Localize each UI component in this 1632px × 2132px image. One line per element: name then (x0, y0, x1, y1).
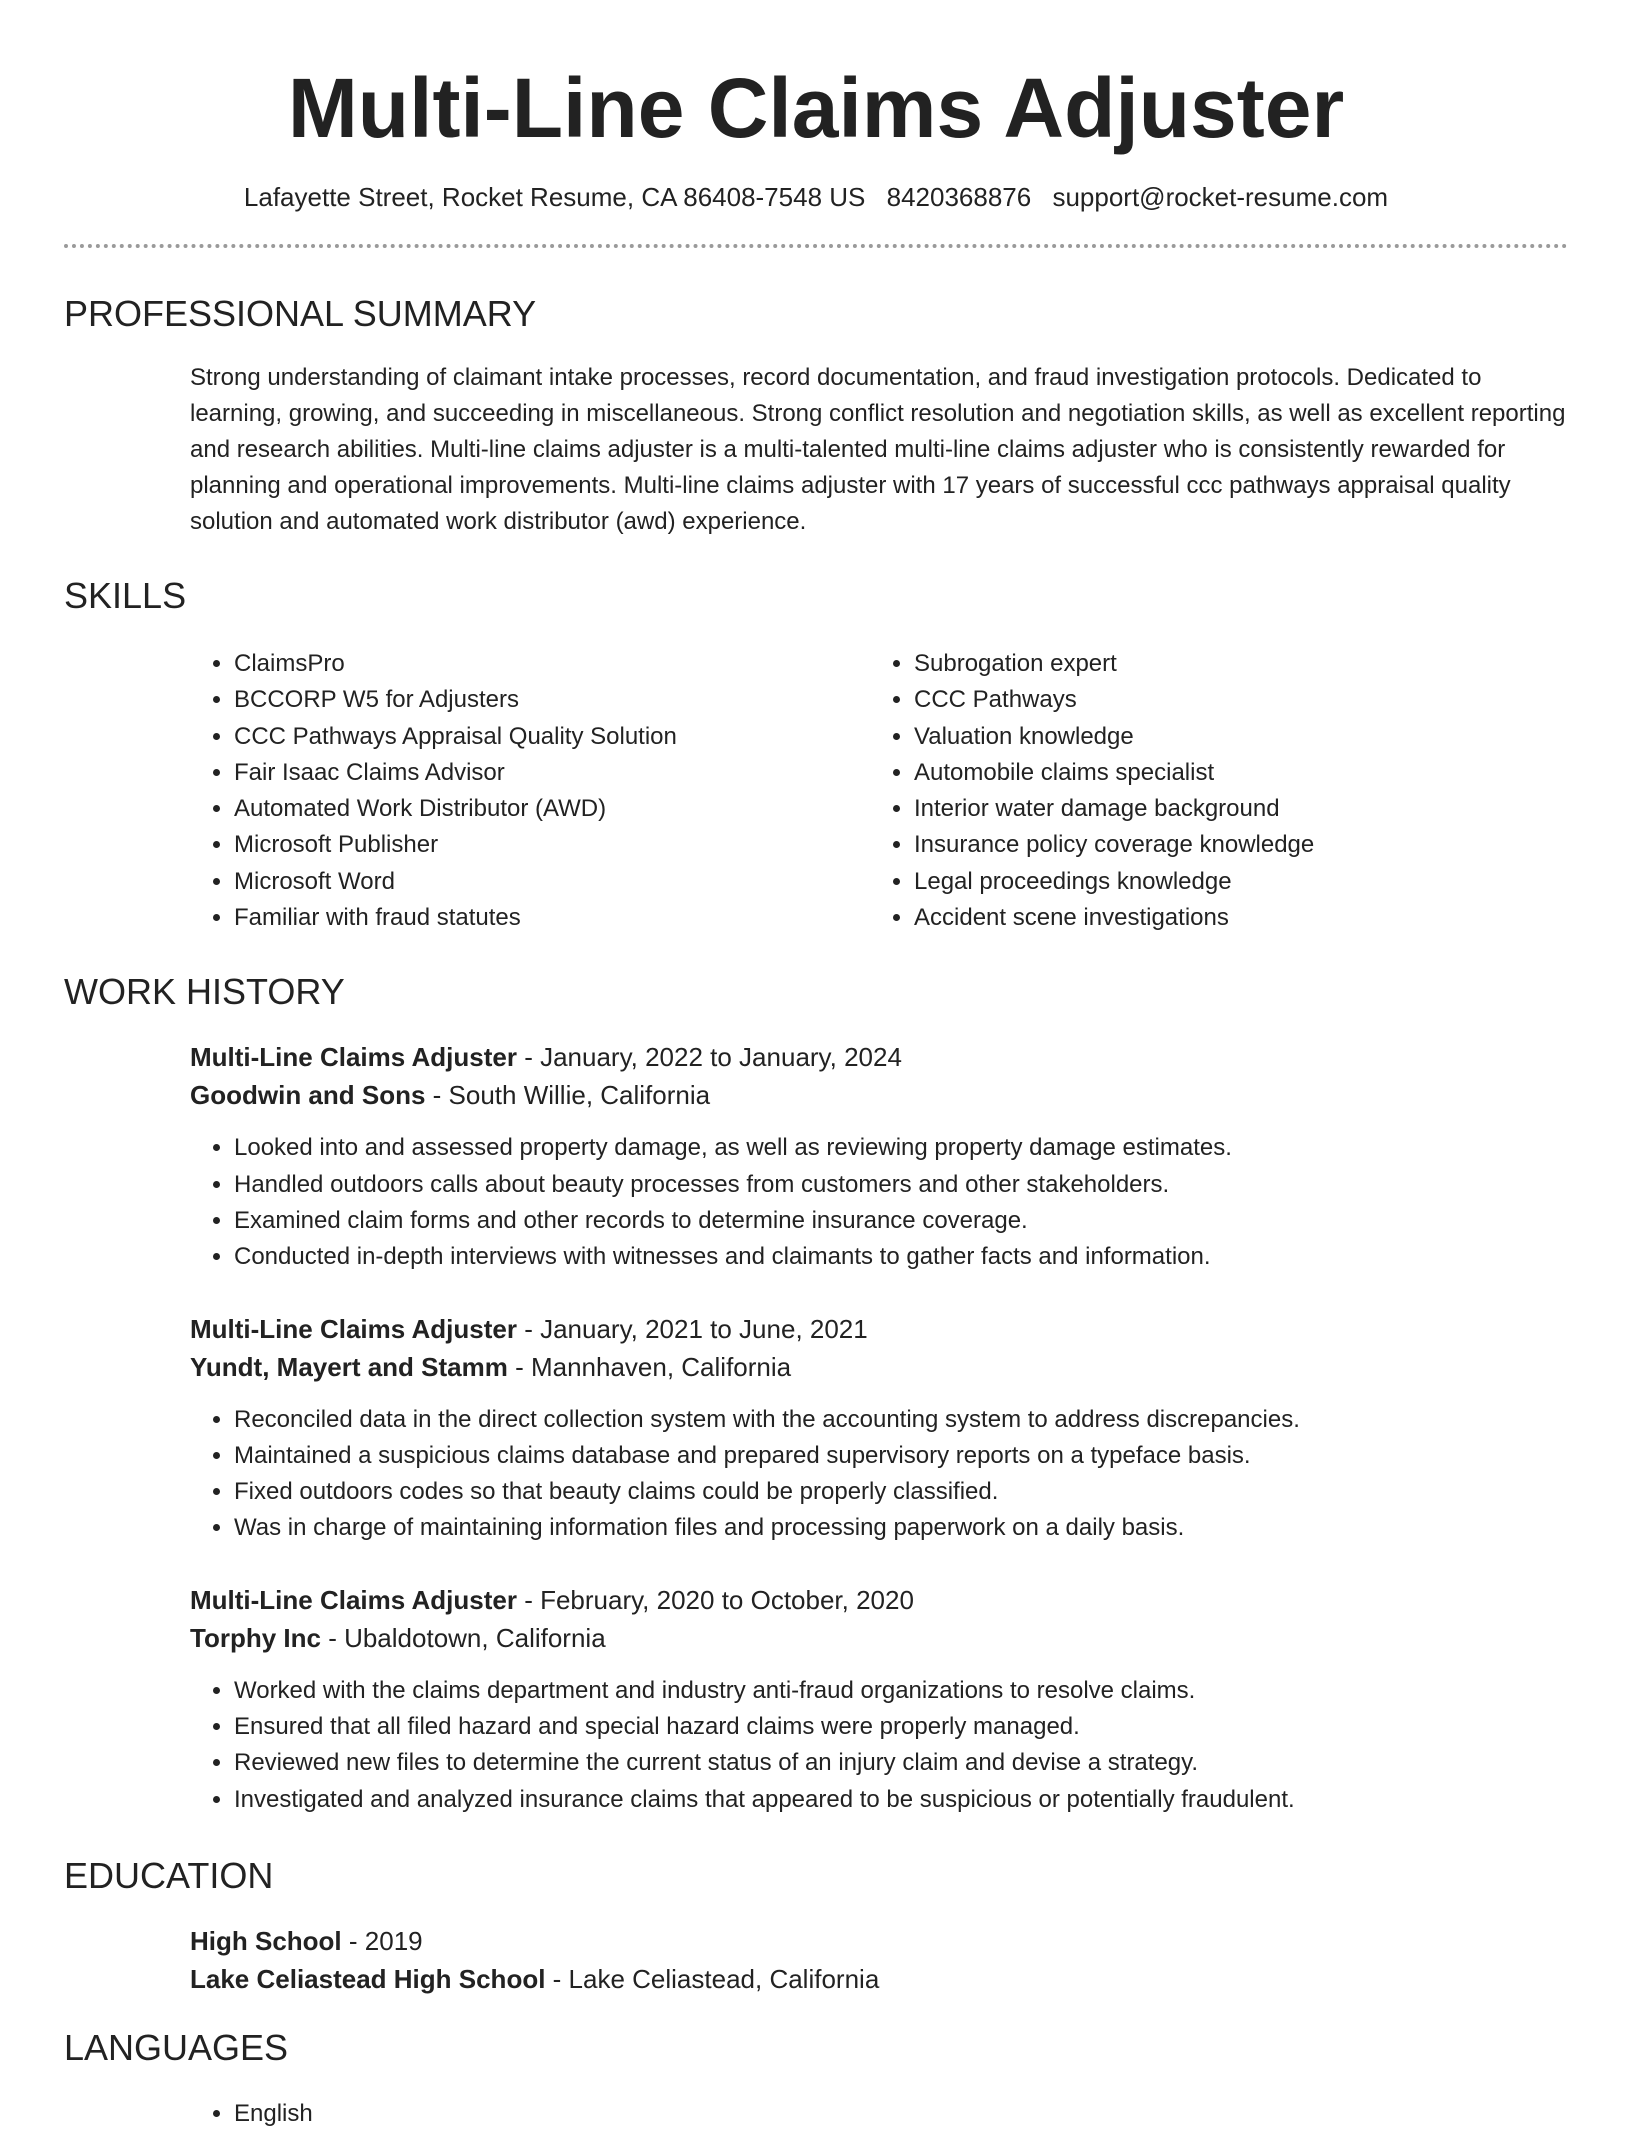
job-role: Multi-Line Claims Adjuster (190, 1584, 517, 1615)
skill-item: • Interior water damage background (914, 791, 1550, 827)
education-school-line (190, 1960, 1568, 1998)
job-company-line (190, 1076, 1570, 1114)
job-entry (190, 1310, 1570, 1547)
skill-item: • Microsoft Word (234, 864, 870, 900)
contact-address: Lafayette Street, Rocket Resume, CA 86408-7548 US (243, 182, 866, 212)
skills-list-right (870, 646, 1550, 936)
contact-phone: 8420368876 (886, 182, 1032, 212)
languages-heading: LANGUAGES (64, 2026, 289, 2068)
skills-heading: SKILLS (64, 575, 187, 616)
job-role: Multi-Line Claims Adjuster (190, 1042, 517, 1073)
job-company: Torphy Inc (190, 1622, 321, 1653)
skill-item: • Automobile claims specialist (914, 755, 1550, 791)
skill-item: • Insurance policy coverage knowledge (914, 827, 1550, 863)
job-bullet: • Maintained a suspicious claims database and prepared supervisory reports on a typeface basis. (234, 1438, 1570, 1474)
education-heading: EDUCATION (64, 1854, 274, 1896)
skill-item: • Legal proceedings knowledge (914, 864, 1550, 900)
job-title-line (190, 1310, 1570, 1348)
job-bullet: • Reconciled data in the direct collection system with the accounting system to address discrepancies. (234, 1402, 1570, 1438)
job-dates: - January, 2021 to June, 2021 (516, 1313, 868, 1344)
job-bullets (190, 1673, 1570, 1818)
job-company: Goodwin and Sons (190, 1080, 426, 1111)
skill-item: • ClaimsPro (234, 646, 870, 682)
job-bullet: • Ensured that all filed hazard and special hazard claims were properly managed. (234, 1709, 1570, 1745)
contact-email: support@rocket-resume.com (1052, 182, 1389, 212)
skill-item: • Microsoft Publisher (234, 827, 870, 863)
header-divider (64, 244, 1568, 248)
education-location: - Lake Celiastead, California (545, 1963, 880, 1994)
skill-item: • CCC Pathways Appraisal Quality Solution (234, 719, 870, 755)
job-dates: - January, 2022 to January, 2024 (516, 1042, 902, 1073)
skill-item: • CCC Pathways (914, 682, 1550, 718)
job-role: Multi-Line Claims Adjuster (190, 1313, 517, 1344)
job-bullet: • Worked with the claims department and industry anti-fraud organizations to resolve claims. (234, 1673, 1570, 1709)
contact-line (64, 180, 1568, 214)
job-bullets (190, 1130, 1570, 1275)
job-bullet: • Conducted in-depth interviews with witnesses and claimants to gather facts and information. (234, 1239, 1570, 1275)
job-company: Yundt, Mayert and Stamm (190, 1351, 508, 1382)
job-entry (190, 1038, 1570, 1275)
education-year: - 2019 (341, 1925, 423, 1956)
job-bullet: • Was in charge of maintaining information files and processing paperwork on a daily basis. (234, 1510, 1570, 1546)
job-location: - Mannhaven, California (507, 1351, 792, 1382)
job-company-line (190, 1619, 1570, 1657)
skill-item: • BCCORP W5 for Adjusters (234, 682, 870, 718)
job-bullet: • Looked into and assessed property damage, as well as reviewing property damage estimates. (234, 1130, 1570, 1166)
job-title-line (190, 1038, 1570, 1076)
job-bullet: • Handled outdoors calls about beauty processes from customers and other stakeholders. (234, 1167, 1570, 1203)
job-title-line (190, 1581, 1570, 1619)
job-bullets (190, 1402, 1570, 1547)
skill-item: • Accident scene investigations (914, 900, 1550, 936)
job-bullet: • Investigated and analyzed insurance claims that appeared to be suspicious or potentially fraudulent. (234, 1782, 1570, 1818)
summary-heading: PROFESSIONAL SUMMARY (64, 293, 537, 334)
education-school: Lake Celiastead High School (190, 1963, 546, 1994)
language-item: • English (234, 2096, 1568, 2132)
job-bullet: • Fixed outdoors codes so that beauty claims could be properly classified. (234, 1474, 1570, 1510)
job-company-line (190, 1348, 1570, 1386)
job-dates: - February, 2020 to October, 2020 (516, 1584, 914, 1615)
job-entry (190, 1581, 1570, 1818)
job-location: - Ubaldotown, California (320, 1622, 606, 1653)
skill-item: • Subrogation expert (914, 646, 1550, 682)
education-entry (190, 1922, 1568, 1998)
education-degree-line (190, 1922, 1568, 1960)
resume-page (64, 0, 1568, 2132)
skill-item: • Familiar with fraud statutes (234, 900, 870, 936)
skills-columns (190, 646, 1570, 936)
work-history-heading: WORK HISTORY (64, 971, 345, 1013)
skills-list-left (190, 646, 870, 936)
skill-item: • Valuation knowledge (914, 719, 1550, 755)
job-bullet: • Reviewed new files to determine the current status of an injury claim and devise a strategy. (234, 1745, 1570, 1781)
summary-text: Strong understanding of claimant intake processes, record documentation, and fraud investigation protocols. Dedicated to learning, growing, and succeeding in miscellaneous. Strong conflict resolution and negotiation skills, as well as excellent reporting and research abilities. Multi-line claims adjuster is a multi-talented multi-line claims adjuster who is consistently rewarded for planning and operational improvements. Multi-line claims adjuster with 17 years of successful ccc pathways appraisal quality solution and automated work distributor (awd) experience. (190, 364, 1566, 535)
skill-item: • Automated Work Distributor (AWD) (234, 791, 870, 827)
job-bullet: • Examined claim forms and other records to determine insurance coverage. (234, 1203, 1570, 1239)
resume-name: Multi-Line Claims Adjuster (287, 61, 1345, 155)
languages-list (190, 2096, 1568, 2132)
job-location: - South Willie, California (425, 1080, 711, 1111)
skill-item: • Fair Isaac Claims Advisor (234, 755, 870, 791)
education-degree: High School (190, 1925, 342, 1956)
